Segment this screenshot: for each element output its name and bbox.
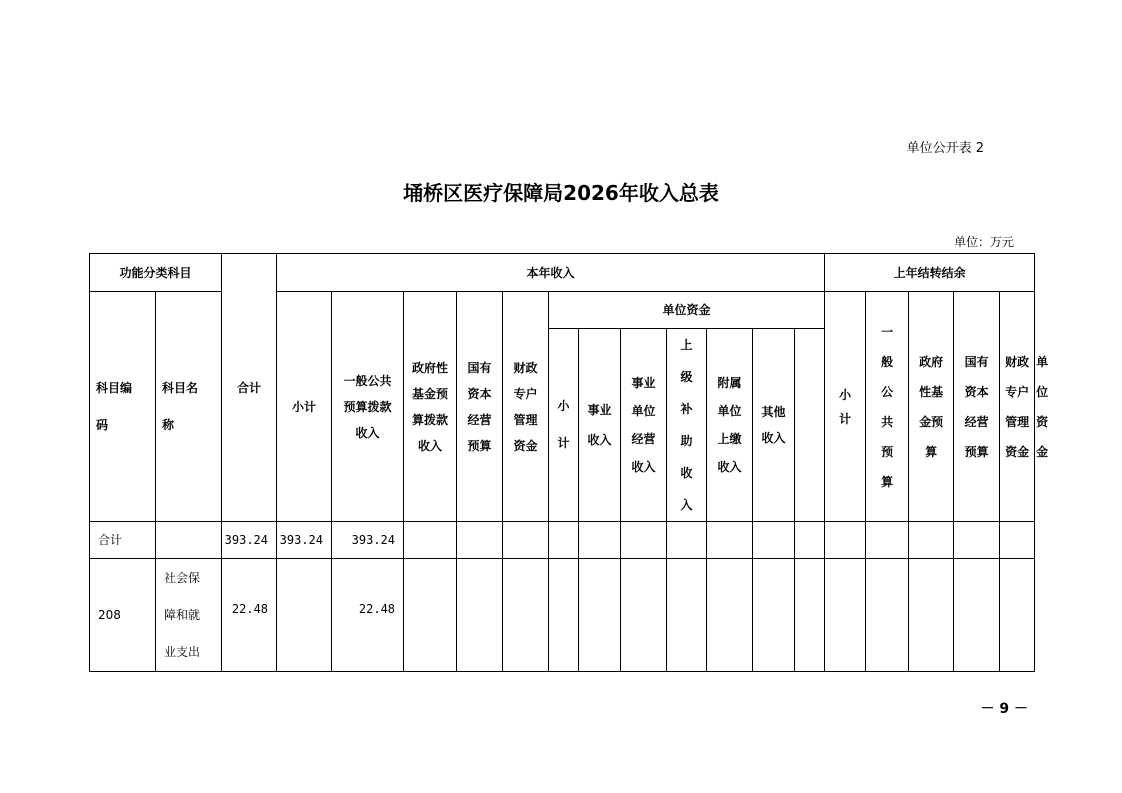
header-prev-fiscal-special: 财政专户管理资金	[1000, 292, 1035, 522]
table-row	[90, 522, 1035, 559]
header-code: 科目编码	[90, 292, 156, 522]
header-state-capital-budget: 国有资本经营预算	[457, 292, 503, 522]
header-operating-income: 事业单位经营收入	[621, 329, 667, 522]
row-name	[156, 522, 222, 559]
row-general-public-budget: 393.24	[332, 522, 404, 559]
page-title: 埇桥区医疗保障局2026年收入总表	[403, 181, 719, 205]
header-prev-state-capital: 国有资本经营预算	[954, 292, 1000, 522]
row-total: 22.48	[222, 559, 277, 672]
row-subtotal	[277, 559, 332, 672]
row-code: 合计	[90, 522, 156, 559]
row-subtotal: 393.24	[277, 522, 332, 559]
header-affiliated-income: 附属单位上缴收入	[707, 329, 753, 522]
row-total: 393.24	[222, 522, 277, 559]
header-general-public-budget: 一般公共预算拨款收入	[332, 292, 404, 522]
header-prev-gov-fund: 政府性基金预算	[909, 292, 954, 522]
unit-note: 单位：万元	[953, 235, 1014, 249]
revenue-table: 功能分类科目 合计 本年收入 上年结转结余 科目编码 科目名称 小计 一般公共预算拨款收入 政府性基金预算拨款收入 国有资本经营预算 财政专户管理资金 单位资金 小计 一般公共预算 政府性基金预算 国有资本经营预算 财政专户管理资金 单位资金 小计 事业收入 事业单位经营收入 上级补助收入 附属单位上缴收入 其他收入 合计 393.24 393.24 393.24 208 社会保障和就业支出 22.48 22.48	[89, 253, 1035, 672]
form-tag: 单位公开表 2	[906, 141, 984, 156]
header-fiscal-special: 财政专户管理资金	[503, 292, 549, 522]
header-func-class: 功能分类科目	[90, 254, 222, 292]
header-prev-general-public: 一般公共预算	[866, 292, 909, 522]
header-name: 科目名称	[156, 292, 222, 522]
header-other-income: 其他收入	[753, 329, 795, 522]
header-business-income: 事业收入	[579, 329, 621, 522]
row-code: 208	[90, 559, 156, 672]
row-general-public-budget: 22.48	[332, 559, 404, 672]
page-number: － 9 －	[980, 701, 1028, 717]
table-row	[90, 559, 1035, 672]
row-name: 社会保障和就业支出	[156, 559, 222, 672]
header-unit-funds: 单位资金	[549, 292, 825, 329]
header-subtotal: 小计	[277, 292, 332, 522]
header-gov-fund-budget: 政府性基金预算拨款收入	[404, 292, 457, 522]
header-total: 合计	[222, 254, 277, 522]
header-prev-year-carryover: 上年结转结余	[825, 254, 1035, 292]
header-prev-subtotal: 小计	[825, 292, 866, 522]
header-unit-subtotal: 小计	[549, 329, 579, 522]
header-superior-subsidy: 上级补助收入	[667, 329, 707, 522]
header-current-year-income: 本年收入	[277, 254, 825, 292]
